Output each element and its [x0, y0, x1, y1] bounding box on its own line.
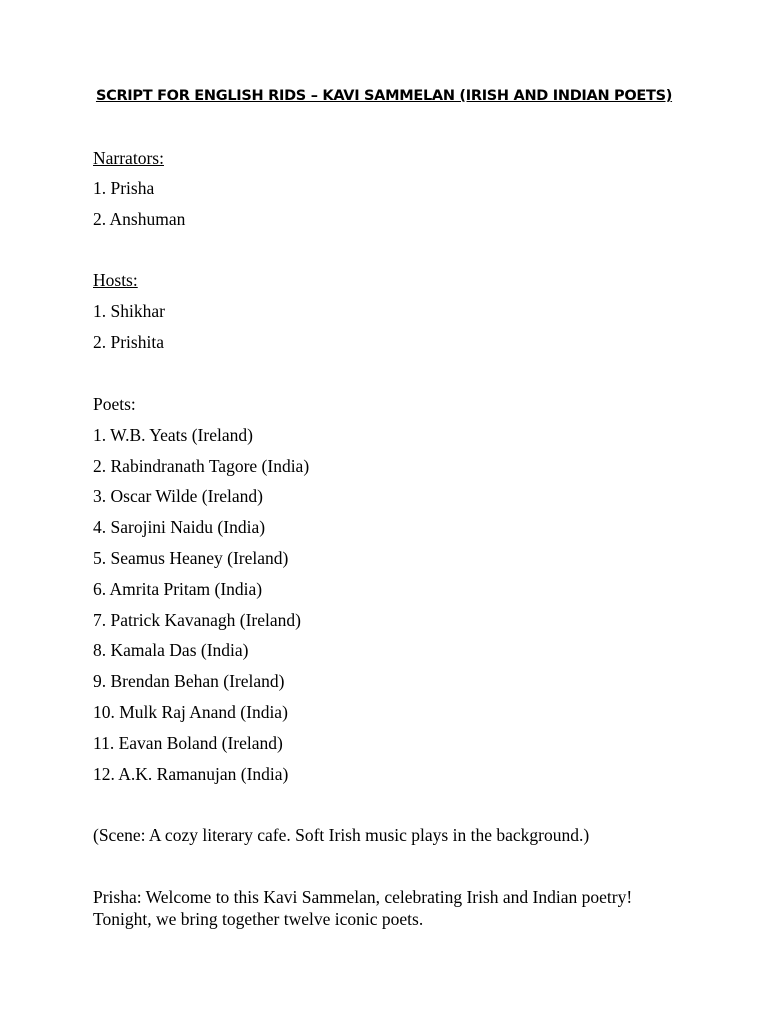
- narrator-item: 1. Prisha: [93, 178, 155, 198]
- poet-item: 12. A.K. Ramanujan (India): [93, 764, 289, 784]
- poet-item: 3. Oscar Wilde (Ireland): [93, 486, 264, 506]
- host-item: 2. Prishita: [93, 332, 164, 352]
- poet-item: 10. Mulk Raj Anand (India): [93, 702, 288, 722]
- hosts-heading: Hosts:: [93, 270, 138, 290]
- poet-item: 11. Eavan Boland (Ireland): [93, 733, 283, 753]
- poet-item: 2. Rabindranath Tagore (India): [93, 456, 310, 476]
- poet-item: 1. W.B. Yeats (Ireland): [93, 425, 253, 445]
- host-item: 1. Shikhar: [93, 301, 165, 321]
- narrators-heading: Narrators:: [93, 148, 164, 168]
- poet-item: 8. Kamala Das (India): [93, 640, 249, 660]
- document-title: SCRIPT FOR ENGLISH RIDS – KAVI SAMMELAN (IRISH AND INDIAN POETS): [95, 88, 673, 104]
- poet-item: 5. Seamus Heaney (Ireland): [93, 548, 289, 568]
- scene-direction: (Scene: A cozy literary cafe. Soft Irish music plays in the background.): [93, 825, 590, 845]
- poets-heading: Poets:: [93, 394, 136, 414]
- poet-item: 4. Sarojini Naidu (India): [93, 517, 266, 537]
- poet-item: 9. Brendan Behan (Ireland): [93, 671, 285, 691]
- poet-item: 6. Amrita Pritam (India): [93, 579, 263, 599]
- dialogue-line: Prisha: Welcome to this Kavi Sammelan, celebrating Irish and Indian poetry! Tonight, we bring together twelve iconic poets.: [93, 887, 633, 929]
- narrator-item: 2. Anshuman: [93, 209, 186, 229]
- poet-item: 7. Patrick Kavanagh (Ireland): [93, 610, 301, 630]
